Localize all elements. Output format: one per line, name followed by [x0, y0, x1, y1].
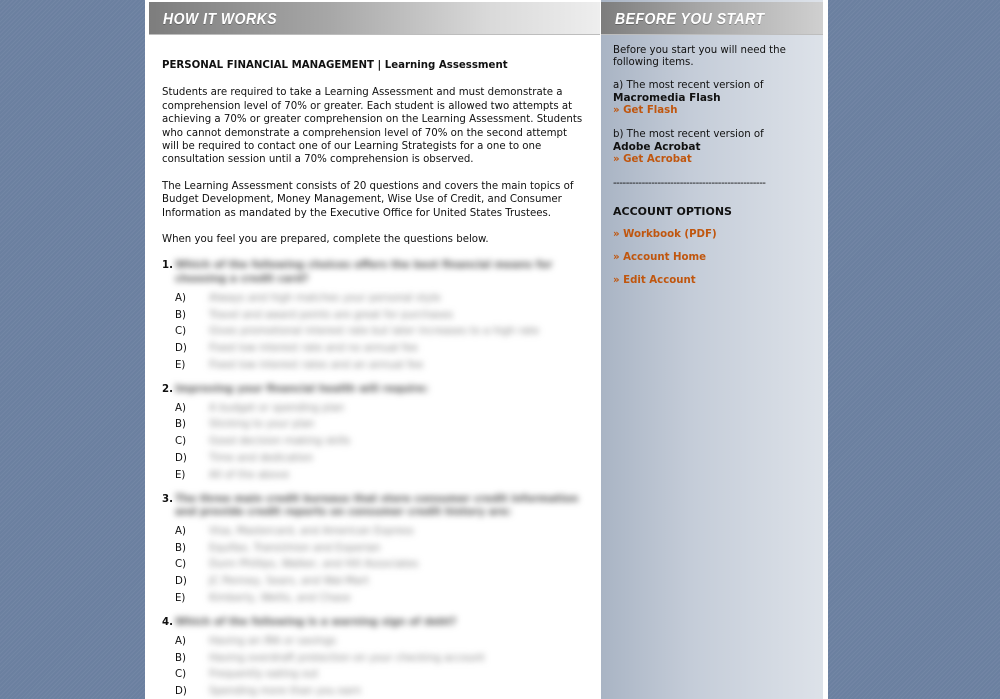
- how-it-works-header: [149, 2, 600, 35]
- requirement-flash-prefix: a) The most recent version of: [613, 80, 764, 91]
- answer-option[interactable]: [162, 540, 587, 557]
- workbook-pdf-link[interactable]: » Workbook (PDF): [613, 229, 717, 240]
- option-letter: D): [175, 576, 187, 588]
- option-letter: A): [175, 402, 186, 414]
- question-number: 2.: [162, 383, 173, 395]
- sidebar-divider: ------------------------------------------------: [613, 178, 766, 189]
- answer-option[interactable]: [162, 417, 587, 434]
- option-letter: B): [175, 419, 186, 431]
- answer-option[interactable]: [162, 400, 587, 417]
- question-heading: [162, 616, 587, 629]
- option-letter: D): [175, 342, 187, 354]
- option-letter: E): [175, 469, 186, 481]
- answer-option[interactable]: [162, 667, 587, 684]
- answer-option[interactable]: [162, 357, 587, 374]
- how-it-works-title: HOW IT WORKS: [163, 8, 278, 28]
- requirement-acrobat: [613, 129, 811, 166]
- option-letter: B): [175, 542, 186, 554]
- main-panel: [149, 0, 600, 699]
- main-content: [149, 35, 600, 699]
- option-text: Always and high matches your personal style: [209, 292, 441, 304]
- option-text: Fixed low interest rates and an annual fee: [209, 359, 424, 371]
- option-text: Visa, Mastercard, and American Express: [209, 526, 414, 538]
- option-text: Dunn Phillips, Walker, and Hill Associates: [209, 559, 419, 571]
- option-letter: B): [175, 652, 186, 664]
- question-text: Improving your financial health will require:: [175, 383, 429, 395]
- answer-option[interactable]: [162, 650, 587, 667]
- answer-option[interactable]: [162, 523, 587, 540]
- answer-option[interactable]: [162, 290, 587, 307]
- question-item: [162, 259, 587, 373]
- option-text: A budget or spending plan: [209, 402, 345, 414]
- answer-option[interactable]: [162, 307, 587, 324]
- question-text: Which of the following is a warning sign of debt?: [175, 616, 457, 628]
- question-number: 3.: [162, 493, 173, 505]
- option-text: JC Penney, Sears, and Wal-Mart: [209, 576, 369, 588]
- answer-option[interactable]: [162, 340, 587, 357]
- question-heading: [162, 383, 587, 396]
- account-options-title: ACCOUNT OPTIONS: [613, 205, 732, 218]
- option-letter: D): [175, 452, 187, 464]
- option-letter: D): [175, 685, 187, 697]
- get-acrobat-link[interactable]: » Get Acrobat: [613, 154, 692, 165]
- page-frame: [145, 0, 828, 699]
- option-letter: E): [175, 592, 186, 604]
- option-letter: C): [175, 326, 187, 338]
- option-text: Time and dedication: [209, 452, 313, 464]
- answer-option[interactable]: [162, 590, 587, 607]
- requirement-flash-name: Macromedia Flash: [613, 92, 721, 104]
- requirement-flash: [613, 80, 811, 117]
- option-letter: A): [175, 526, 186, 538]
- option-letter: C): [175, 559, 187, 571]
- requirement-acrobat-prefix: b) The most recent version of: [613, 129, 764, 140]
- question-number: 4.: [162, 616, 173, 628]
- question-heading: [162, 259, 587, 286]
- requirement-acrobat-name: Adobe Acrobat: [613, 141, 701, 153]
- option-letter: A): [175, 292, 186, 304]
- sidebar-content: [601, 35, 823, 287]
- prepared-paragraph: When you feel you are prepared, complete the questions below.: [162, 234, 489, 246]
- option-text: Fixed low interest rate and no annual fee: [209, 342, 418, 354]
- answer-option[interactable]: [162, 450, 587, 467]
- question-item: [162, 616, 587, 699]
- question-text: The three main credit bureaus that store consumer credit information and provide credit reports on consumer credit history are:: [175, 493, 579, 518]
- question-number: 1.: [162, 260, 173, 272]
- answer-option[interactable]: [162, 467, 587, 484]
- option-text: All of the above: [209, 469, 290, 481]
- option-text: Having an IRA or savings: [209, 635, 337, 647]
- answer-option[interactable]: [162, 557, 587, 574]
- sidebar-edge: [823, 0, 828, 699]
- intro-paragraph: Students are required to take a Learning Assessment and must demonstrate a comprehension level of 70% or greater. Each student is allowed two attempts at achieving a 70% or greater comprehension on the Learning Assessment. Students who cannot demonstrate a comprehension level of 70% on the second attempt will be required to contact one of our Learning Strategists for a one to one consultation session until a 70% comprehension is observed.: [162, 87, 583, 166]
- answer-option[interactable]: [162, 573, 587, 590]
- option-letter: C): [175, 436, 187, 448]
- edit-account-link[interactable]: » Edit Account: [613, 275, 696, 286]
- sidebar-intro: Before you start you will need the following items.: [613, 45, 786, 68]
- option-letter: C): [175, 669, 187, 681]
- option-letter: B): [175, 309, 186, 321]
- get-flash-link[interactable]: » Get Flash: [613, 105, 678, 116]
- question-item: [162, 493, 587, 607]
- option-text: Good decision making skills: [209, 436, 351, 448]
- option-text: Having overdraft protection on your checking account: [209, 652, 485, 664]
- question-heading: [162, 493, 587, 520]
- answer-option[interactable]: [162, 324, 587, 341]
- answer-option[interactable]: [162, 683, 587, 699]
- before-you-start-title: BEFORE YOU START: [615, 8, 765, 28]
- option-text: Equifax, TransUnion and Experian: [209, 542, 381, 554]
- sidebar: [601, 0, 823, 699]
- option-letter: E): [175, 359, 186, 371]
- answer-option[interactable]: [162, 434, 587, 451]
- answer-option[interactable]: [162, 633, 587, 650]
- question-text: Which of the following choices offers the best financial means for choosing a credit card?: [175, 260, 553, 285]
- option-text: Kimberly, Wellis, and Chase: [209, 592, 351, 604]
- option-text: Travel and award points are great for purchases: [209, 309, 454, 321]
- account-home-link[interactable]: » Account Home: [613, 252, 707, 263]
- question-item: [162, 383, 587, 484]
- topics-paragraph: The Learning Assessment consists of 20 questions and covers the main topics of Budget Development, Money Management, Wise Use of Credit, and Consumer Information as mandated by the Executive Office for United States Trustees.: [162, 180, 574, 219]
- page-title: PERSONAL FINANCIAL MANAGEMENT | Learning Assessment: [162, 60, 508, 71]
- option-text: Spending more than you earn: [209, 685, 362, 697]
- option-text: Frequently eating out: [209, 669, 319, 681]
- questions-list: [162, 259, 587, 699]
- before-you-start-header: [601, 2, 823, 35]
- option-letter: A): [175, 635, 186, 647]
- option-text: Sticking to your plan: [209, 419, 315, 431]
- option-text: Gives promotional interest rate but later increases to a high rate: [209, 326, 539, 338]
